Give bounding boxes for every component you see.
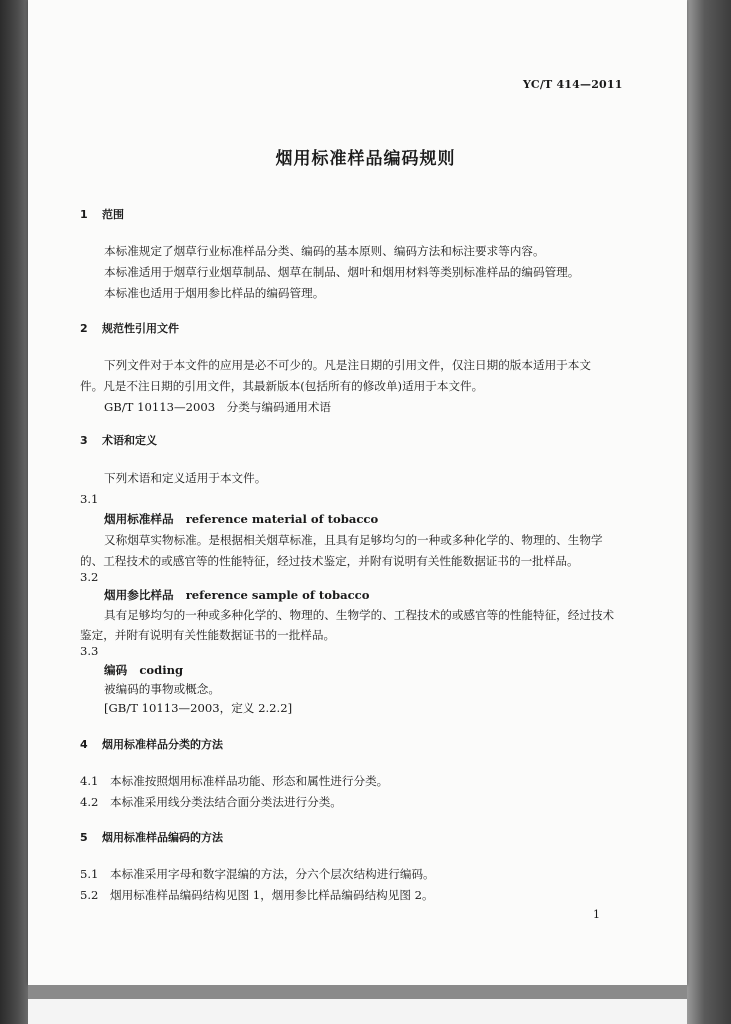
section-title: 规范性引用文件 [102, 322, 179, 335]
clause [80, 774, 388, 788]
clause-number: 3.2 [80, 570, 99, 584]
clause [80, 795, 342, 809]
clause-number: 4.2 [80, 795, 99, 809]
clause-number: 3.3 [80, 644, 99, 658]
section-title: 术语和定义 [102, 434, 157, 447]
paragraph: 本标准适用于烟草行业烟草制品、烟草在制品、烟叶和烟用材料等类别标准样品的编码管理。 [104, 265, 580, 279]
section-4-heading [80, 738, 223, 752]
paragraph: 件。凡是不注日期的引用文件，其最新版本(包括所有的修改单)适用于本文件。 [80, 379, 484, 393]
term-chinese: 烟用参比样品 [104, 588, 174, 602]
term-definition: 又称烟草实物标准。是根据相关烟草标准，且具有足够均匀的一种或多种化学的、物理的、生物学 [104, 533, 603, 547]
clause-text: 本标准采用线分类法结合面分类法进行分类。 [110, 795, 342, 809]
clause [80, 867, 435, 881]
term-english: reference material of tobacco [185, 512, 379, 526]
section-1-heading [80, 208, 124, 222]
section-5-heading [80, 831, 223, 845]
clause-number: 3.1 [80, 492, 99, 506]
term-definition: 的、工程技术的或感官等的性能特征，经过技术鉴定，并附有说明有关性能数据证书的一批样品。 [80, 554, 579, 568]
clause-text: 本标准采用字母和数字混编的方法，分六个层次结构进行编码。 [110, 867, 435, 881]
section-3-heading [80, 434, 157, 448]
clause-number: 4.1 [80, 774, 99, 788]
term-heading [104, 588, 369, 602]
clause-text: 本标准按照烟用标准样品功能、形态和属性进行分类。 [110, 774, 389, 788]
normative-reference: GB/T 10113—2003 分类与编码通用术语 [104, 400, 332, 414]
term-english: coding [139, 663, 184, 677]
term-chinese: 编码 [104, 663, 128, 677]
term-definition: 具有足够均匀的一种或多种化学的、物理的、生物学的、工程技术的或感官等的性能特征，经过技术 [104, 608, 615, 622]
term-heading [104, 663, 183, 677]
paragraph: 本标准规定了烟草行业标准样品分类、编码的基本原则、编码方法和标注要求等内容。 [104, 244, 545, 258]
section-2-heading [80, 322, 179, 336]
term-heading [104, 512, 378, 526]
section-title: 范围 [102, 208, 124, 221]
paragraph: 下列文件对于本文件的应用是必不可少的。凡是注日期的引用文件，仅注日期的版本适用于本文 [104, 358, 591, 372]
section-title: 烟用标准样品分类的方法 [102, 738, 223, 751]
clause [80, 888, 434, 902]
clause-number: 5.2 [80, 888, 99, 902]
term-chinese: 烟用标准样品 [104, 512, 174, 526]
section-number: 5 [80, 831, 88, 844]
term-english: reference sample of tobacco [185, 588, 370, 602]
term-definition: 被编码的事物或概念。 [104, 682, 220, 696]
section-title: 烟用标准样品编码的方法 [102, 831, 223, 844]
paragraph: 本标准也适用于烟用参比样品的编码管理。 [104, 286, 325, 300]
section-number: 2 [80, 322, 88, 335]
clause-text: 烟用标准样品编码结构见图 1，烟用参比样品编码结构见图 2。 [110, 888, 434, 902]
paragraph: 下列术语和定义适用于本文件。 [104, 471, 267, 485]
section-number: 1 [80, 208, 88, 221]
document-title: 烟用标准样品编码规则 [275, 149, 456, 169]
page-separator [28, 985, 687, 999]
term-definition: 鉴定，并附有说明有关性能数据证书的一批样品。 [80, 628, 336, 642]
page-number: 1 [593, 908, 600, 921]
term-source: [GB/T 10113—2003，定义 2.2.2] [104, 701, 293, 715]
clause-number: 5.1 [80, 867, 99, 881]
section-number: 4 [80, 738, 88, 751]
next-page-top [28, 999, 687, 1024]
standard-code: YC/T 414—2011 [523, 78, 623, 91]
section-number: 3 [80, 434, 88, 447]
